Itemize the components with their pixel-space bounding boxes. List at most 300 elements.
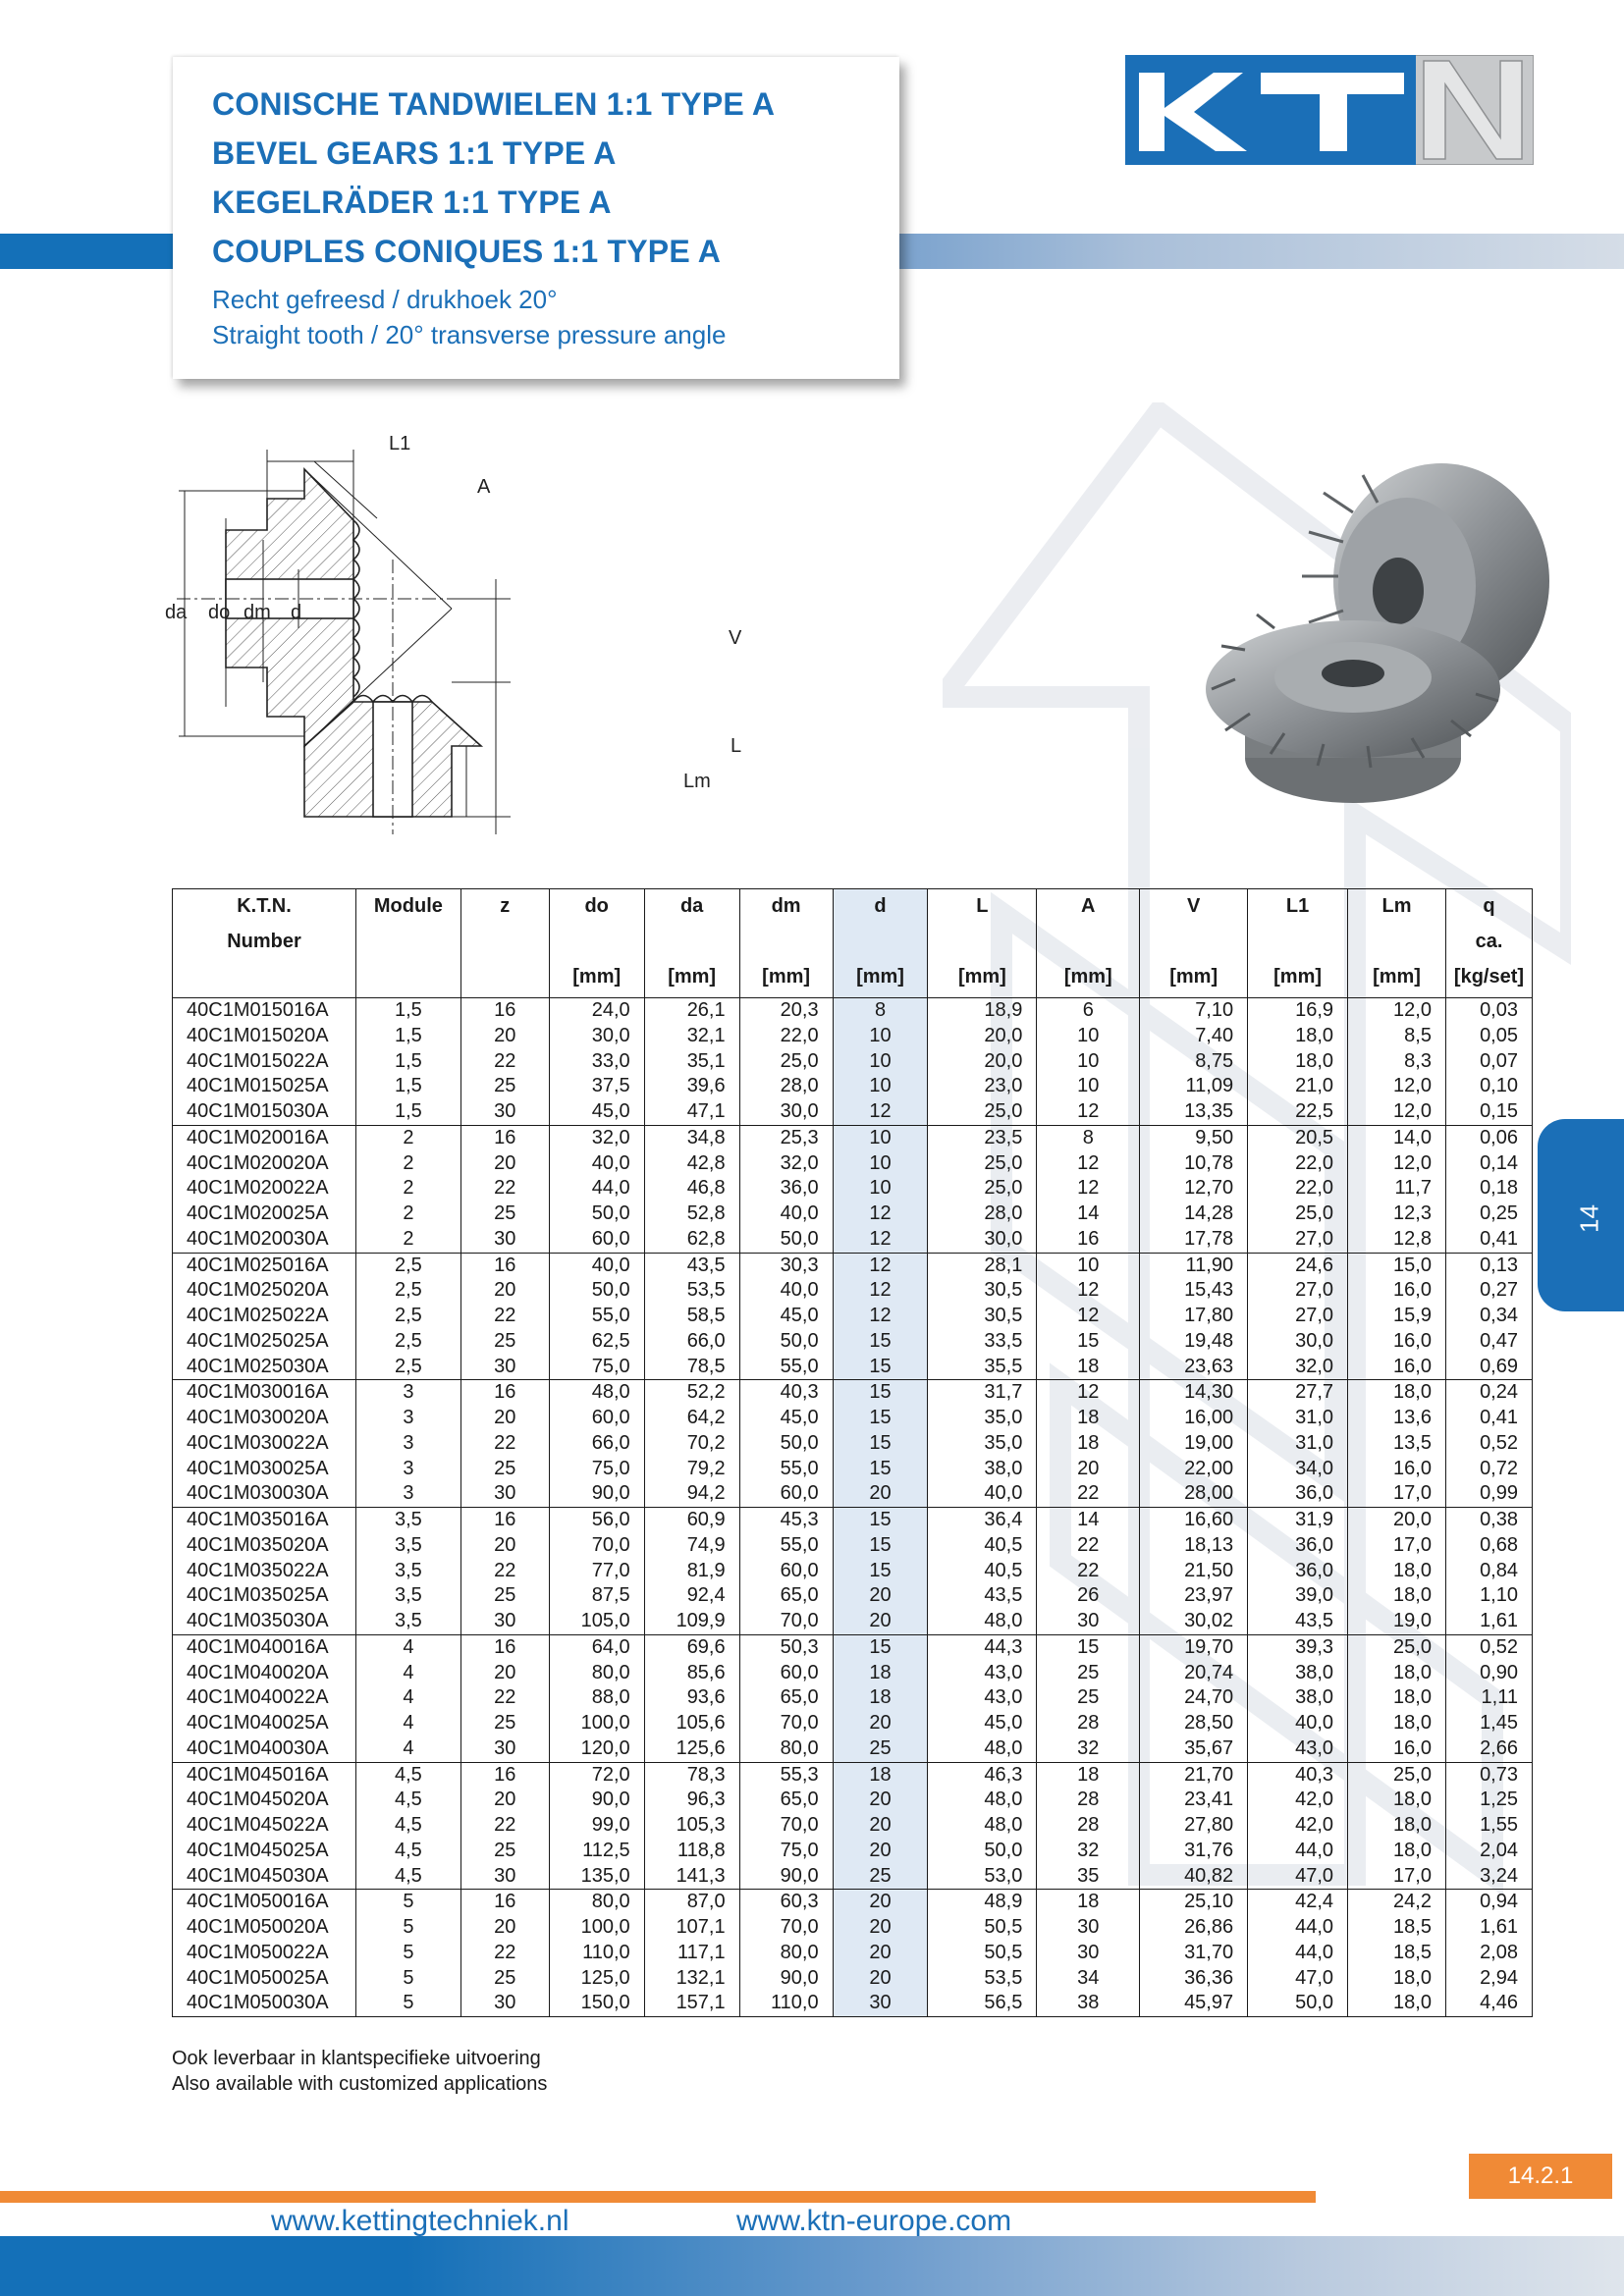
- table-cell: 35,1: [644, 1049, 739, 1075]
- table-cell: 20,0: [928, 1024, 1037, 1049]
- table-cell: 4,5: [355, 1839, 460, 1864]
- label-d: d: [291, 602, 302, 623]
- table-cell: 66,0: [549, 1431, 644, 1457]
- footer-band: [0, 2236, 1624, 2296]
- table-cell: 45,0: [739, 1406, 833, 1431]
- table-cell: 79,2: [644, 1457, 739, 1482]
- ktn-logo: [1125, 55, 1534, 165]
- table-cell: 22: [460, 1685, 549, 1711]
- table-cell: 21,50: [1140, 1559, 1248, 1584]
- table-cell: 18: [833, 1762, 928, 1788]
- table-cell: 6: [1037, 998, 1140, 1024]
- table-cell: 33,5: [928, 1329, 1037, 1355]
- column-header-label: do: [584, 895, 609, 917]
- table-cell: 40C1M050016A: [173, 1890, 356, 1915]
- table-cell: 12: [1037, 1304, 1140, 1329]
- table-cell: 24,6: [1248, 1253, 1348, 1278]
- table-row: [173, 1457, 1533, 1482]
- table-cell: 44,0: [549, 1176, 644, 1201]
- footer-orange-line: [0, 2191, 1316, 2203]
- table-cell: 20: [460, 1278, 549, 1304]
- table-cell: 16,9: [1248, 998, 1348, 1024]
- table-cell: 40C1M020030A: [173, 1227, 356, 1253]
- table-cell: 107,1: [644, 1915, 739, 1941]
- table-cell: 16,0: [1348, 1736, 1446, 1762]
- table-cell: 30: [460, 1736, 549, 1762]
- table-cell: 1,5: [355, 1049, 460, 1075]
- column-header-label: Module: [373, 895, 443, 917]
- table-cell: 15: [833, 1355, 928, 1380]
- table-cell: 48,0: [928, 1736, 1037, 1762]
- table-cell: 2,04: [1445, 1839, 1532, 1864]
- table-cell: 27,0: [1248, 1278, 1348, 1304]
- table-cell: 15: [833, 1406, 928, 1431]
- table-cell: 55,0: [549, 1304, 644, 1329]
- table-cell: 1,61: [1445, 1609, 1532, 1634]
- table-cell: 15: [833, 1380, 928, 1406]
- table-cell: 53,5: [644, 1278, 739, 1304]
- table-cell: 3: [355, 1481, 460, 1507]
- table-cell: 52,2: [644, 1380, 739, 1406]
- table-cell: 12: [1037, 1151, 1140, 1177]
- table-cell: 23,63: [1140, 1355, 1248, 1380]
- table-cell: 40C1M035022A: [173, 1559, 356, 1584]
- table-cell: 31,70: [1140, 1941, 1248, 1966]
- table-cell: 74,9: [644, 1533, 739, 1559]
- table-cell: 22: [460, 1559, 549, 1584]
- table-row: [173, 1176, 1533, 1201]
- table-cell: 40C1M015022A: [173, 1049, 356, 1075]
- table-cell: 0,14: [1445, 1151, 1532, 1177]
- table-cell: 34,0: [1248, 1457, 1348, 1482]
- table-cell: 34: [1037, 1966, 1140, 1992]
- table-cell: 25: [1037, 1661, 1140, 1686]
- table-cell: 2,94: [1445, 1966, 1532, 1992]
- table-cell: 75,0: [739, 1839, 833, 1864]
- table-cell: 80,0: [549, 1890, 644, 1915]
- table-row: [173, 1151, 1533, 1177]
- table-row: [173, 1431, 1533, 1457]
- column-header: [1037, 889, 1140, 998]
- table-cell: 17,78: [1140, 1227, 1248, 1253]
- table-row: [173, 1890, 1533, 1915]
- table-cell: 40C1M040022A: [173, 1685, 356, 1711]
- table-cell: 40C1M025020A: [173, 1278, 356, 1304]
- table-cell: 39,0: [1248, 1583, 1348, 1609]
- table-cell: 3,5: [355, 1508, 460, 1533]
- table-cell: 43,5: [644, 1253, 739, 1278]
- table-row: [173, 1074, 1533, 1099]
- title-de: KEGELRÄDER 1:1 TYPE A: [212, 185, 612, 220]
- table-cell: 40C1M020025A: [173, 1201, 356, 1227]
- table-cell: 16,0: [1348, 1457, 1446, 1482]
- table-row: [173, 1762, 1533, 1788]
- table-cell: 46,8: [644, 1176, 739, 1201]
- table-cell: 1,25: [1445, 1788, 1532, 1813]
- table-cell: 60,0: [549, 1406, 644, 1431]
- table-cell: 14: [1037, 1508, 1140, 1533]
- table-cell: 15: [833, 1329, 928, 1355]
- table-cell: 40C1M050022A: [173, 1941, 356, 1966]
- subtitle-nl: Recht gefreesd / drukhoek 20°: [212, 285, 558, 314]
- table-cell: 48,0: [928, 1788, 1037, 1813]
- table-cell: 112,5: [549, 1839, 644, 1864]
- table-cell: 32: [1037, 1839, 1140, 1864]
- table-cell: 15: [1037, 1634, 1140, 1660]
- table-cell: 64,0: [549, 1634, 644, 1660]
- table-cell: 25,0: [928, 1151, 1037, 1177]
- table-cell: 118,8: [644, 1839, 739, 1864]
- table-cell: 40C1M015030A: [173, 1099, 356, 1125]
- table-row: [173, 1966, 1533, 1992]
- table-cell: 60,0: [549, 1227, 644, 1253]
- table-cell: 1,5: [355, 998, 460, 1024]
- table-cell: 42,8: [644, 1151, 739, 1177]
- table-cell: 0,15: [1445, 1099, 1532, 1125]
- table-cell: 40C1M030030A: [173, 1481, 356, 1507]
- table-cell: 3,5: [355, 1559, 460, 1584]
- table-row: [173, 1304, 1533, 1329]
- table-cell: 43,0: [1248, 1736, 1348, 1762]
- column-header: [1445, 889, 1532, 998]
- table-cell: 15: [833, 1533, 928, 1559]
- table-cell: 44,3: [928, 1634, 1037, 1660]
- table-cell: 40C1M035016A: [173, 1508, 356, 1533]
- table-cell: 2,66: [1445, 1736, 1532, 1762]
- table-cell: 23,0: [928, 1074, 1037, 1099]
- note-en: Also available with customized applications: [172, 2073, 548, 2095]
- table-cell: 40,0: [1248, 1711, 1348, 1736]
- column-header-unit: [mm]: [1169, 966, 1218, 988]
- table-cell: 125,6: [644, 1736, 739, 1762]
- table-cell: 10: [833, 1024, 928, 1049]
- table-cell: 30: [833, 1991, 928, 2016]
- table-cell: 40,0: [739, 1278, 833, 1304]
- table-row: [173, 1125, 1533, 1150]
- table-cell: 12,70: [1140, 1176, 1248, 1201]
- table-row: [173, 1024, 1533, 1049]
- table-cell: 62,5: [549, 1329, 644, 1355]
- table-row: [173, 1533, 1533, 1559]
- table-cell: 87,0: [644, 1890, 739, 1915]
- table-cell: 7,10: [1140, 998, 1248, 1024]
- table-cell: 19,0: [1348, 1609, 1446, 1634]
- column-header-unit: [mm]: [957, 966, 1006, 988]
- column-header-label: L: [976, 895, 989, 917]
- table-cell: 28,00: [1140, 1481, 1248, 1507]
- column-header-label: V: [1186, 895, 1201, 917]
- table-cell: 26: [1037, 1583, 1140, 1609]
- table-cell: 40C1M030022A: [173, 1431, 356, 1457]
- table-cell: 53,0: [928, 1864, 1037, 1890]
- table-cell: 30,5: [928, 1304, 1037, 1329]
- label-a: A: [477, 476, 491, 498]
- table-cell: 0,24: [1445, 1380, 1532, 1406]
- table-cell: 25,10: [1140, 1890, 1248, 1915]
- table-cell: 78,3: [644, 1762, 739, 1788]
- table-cell: 0,73: [1445, 1762, 1532, 1788]
- table-cell: 40C1M050020A: [173, 1915, 356, 1941]
- column-header-unit: [mm]: [1373, 966, 1421, 988]
- table-cell: 4,5: [355, 1813, 460, 1839]
- table-cell: 120,0: [549, 1736, 644, 1762]
- table-cell: 20: [833, 1839, 928, 1864]
- table-cell: 45,0: [739, 1304, 833, 1329]
- table-cell: 25,0: [739, 1049, 833, 1075]
- table-cell: 0,07: [1445, 1049, 1532, 1075]
- table-cell: 40C1M045022A: [173, 1813, 356, 1839]
- table-cell: 16: [460, 1508, 549, 1533]
- table-cell: 16: [460, 1890, 549, 1915]
- table-cell: 12: [1037, 1380, 1140, 1406]
- table-row: [173, 1634, 1533, 1660]
- table-cell: 25: [460, 1457, 549, 1482]
- table-cell: 43,5: [1248, 1609, 1348, 1634]
- table-row: [173, 1609, 1533, 1634]
- table-cell: 10: [1037, 1253, 1140, 1278]
- table-cell: 0,25: [1445, 1201, 1532, 1227]
- table-cell: 21,0: [1248, 1074, 1348, 1099]
- table-cell: 28,0: [928, 1201, 1037, 1227]
- table-row: [173, 1711, 1533, 1736]
- table-cell: 10: [833, 1049, 928, 1075]
- table-cell: 80,0: [739, 1736, 833, 1762]
- table-cell: 18,0: [1348, 1813, 1446, 1839]
- table-cell: 17,0: [1348, 1864, 1446, 1890]
- table-cell: 19,00: [1140, 1431, 1248, 1457]
- title-en: BEVEL GEARS 1:1 TYPE A: [212, 135, 617, 171]
- section-tab[interactable]: [1538, 1119, 1624, 1311]
- column-header-unit: [mm]: [1273, 966, 1323, 988]
- table-cell: 16: [460, 1125, 549, 1150]
- table-cell: 31,76: [1140, 1839, 1248, 1864]
- table-cell: 20: [833, 1966, 928, 1992]
- table-cell: 20,0: [1348, 1508, 1446, 1533]
- table-cell: 3: [355, 1380, 460, 1406]
- table-cell: 27,80: [1140, 1813, 1248, 1839]
- table-cell: 11,09: [1140, 1074, 1248, 1099]
- table-cell: 75,0: [549, 1457, 644, 1482]
- table-cell: 12,3: [1348, 1201, 1446, 1227]
- table-cell: 1,5: [355, 1074, 460, 1099]
- table-cell: 32,1: [644, 1024, 739, 1049]
- title-fr: COUPLES CONIQUES 1:1 TYPE A: [212, 234, 722, 269]
- table-cell: 18,0: [1248, 1024, 1348, 1049]
- table-cell: 1,45: [1445, 1711, 1532, 1736]
- table-cell: 12,0: [1348, 1099, 1446, 1125]
- table-cell: 40C1M020020A: [173, 1151, 356, 1177]
- table-cell: 16: [460, 998, 549, 1024]
- table-cell: 70,0: [549, 1533, 644, 1559]
- table-cell: 40,0: [928, 1481, 1037, 1507]
- column-header-label: da: [679, 895, 704, 917]
- table-cell: 22,0: [1248, 1151, 1348, 1177]
- column-header: [739, 889, 833, 998]
- table-cell: 16: [1037, 1227, 1140, 1253]
- table-row: [173, 1329, 1533, 1355]
- table-cell: 65,0: [739, 1583, 833, 1609]
- table-cell: 40C1M025030A: [173, 1355, 356, 1380]
- table-row: [173, 1049, 1533, 1075]
- table-cell: 18,0: [1348, 1788, 1446, 1813]
- table-cell: 12,8: [1348, 1227, 1446, 1253]
- table-cell: 0,18: [1445, 1176, 1532, 1201]
- table-cell: 24,0: [549, 998, 644, 1024]
- table-cell: 20,3: [739, 998, 833, 1024]
- table-row: [173, 1380, 1533, 1406]
- footer-link-kettingtechniek[interactable]: www.kettingtechniek.nl: [271, 2205, 569, 2237]
- table-cell: 28,0: [739, 1074, 833, 1099]
- table-cell: 18,0: [1348, 1711, 1446, 1736]
- table-cell: 4: [355, 1634, 460, 1660]
- table-cell: 36,0: [1248, 1481, 1348, 1507]
- table-cell: 5: [355, 1915, 460, 1941]
- table-cell: 18,0: [1248, 1049, 1348, 1075]
- label-l1: L1: [389, 433, 411, 454]
- table-cell: 18: [1037, 1406, 1140, 1431]
- table-cell: 30: [460, 1991, 549, 2016]
- table-cell: 40C1M020016A: [173, 1125, 356, 1150]
- table-cell: 25,0: [928, 1099, 1037, 1125]
- table-cell: 37,5: [549, 1074, 644, 1099]
- table-cell: 23,97: [1140, 1583, 1248, 1609]
- table-cell: 18: [1037, 1890, 1140, 1915]
- table-cell: 70,0: [739, 1915, 833, 1941]
- table-cell: 40C1M035025A: [173, 1583, 356, 1609]
- table-cell: 40C1M030016A: [173, 1380, 356, 1406]
- table-cell: 0,34: [1445, 1304, 1532, 1329]
- table-cell: 25: [460, 1711, 549, 1736]
- table-cell: 40C1M030020A: [173, 1406, 356, 1431]
- table-cell: 43,5: [928, 1583, 1037, 1609]
- table-cell: 25,0: [928, 1176, 1037, 1201]
- table-cell: 16,60: [1140, 1508, 1248, 1533]
- table-cell: 0,47: [1445, 1329, 1532, 1355]
- table-cell: 25: [460, 1583, 549, 1609]
- table-cell: 88,0: [549, 1685, 644, 1711]
- table-cell: 40,0: [549, 1253, 644, 1278]
- column-header: [1140, 889, 1248, 998]
- subtitle-en: Straight tooth / 20° transverse pressure angle: [212, 320, 727, 349]
- label-v: V: [729, 627, 742, 649]
- table-cell: 3,5: [355, 1533, 460, 1559]
- table-cell: 28: [1037, 1711, 1140, 1736]
- table-cell: 12: [833, 1304, 928, 1329]
- table-cell: 2: [355, 1125, 460, 1150]
- table-cell: 28,1: [928, 1253, 1037, 1278]
- table-cell: 47,0: [1248, 1966, 1348, 1992]
- table-cell: 2: [355, 1176, 460, 1201]
- table-cell: 18: [833, 1661, 928, 1686]
- table-cell: 20: [460, 1661, 549, 1686]
- table-cell: 28: [1037, 1788, 1140, 1813]
- table-cell: 0,05: [1445, 1024, 1532, 1049]
- table-cell: 40,82: [1140, 1864, 1248, 1890]
- bevel-gears-photo: [1206, 454, 1559, 846]
- section-tab-label: 14: [1574, 1204, 1604, 1233]
- table-cell: 99,0: [549, 1813, 644, 1839]
- table-cell: 20: [460, 1151, 549, 1177]
- table-cell: 26,86: [1140, 1915, 1248, 1941]
- table-cell: 105,0: [549, 1609, 644, 1634]
- column-header-sublabel: Number: [227, 931, 301, 952]
- table-cell: 40C1M040030A: [173, 1736, 356, 1762]
- table-cell: 1,61: [1445, 1915, 1532, 1941]
- table-cell: 12,0: [1348, 1151, 1446, 1177]
- table-cell: 13,35: [1140, 1099, 1248, 1125]
- table-cell: 36,36: [1140, 1966, 1248, 1992]
- table-cell: 36,0: [739, 1176, 833, 1201]
- table-cell: 20,5: [1248, 1125, 1348, 1150]
- table-cell: 15,43: [1140, 1278, 1248, 1304]
- table-cell: 30: [460, 1355, 549, 1380]
- table-cell: 40,0: [739, 1201, 833, 1227]
- table-cell: 22: [460, 1304, 549, 1329]
- table-cell: 31,0: [1248, 1431, 1348, 1457]
- label-do: do: [208, 602, 231, 623]
- table-cell: 17,80: [1140, 1304, 1248, 1329]
- table-cell: 135,0: [549, 1864, 644, 1890]
- table-cell: 19,48: [1140, 1329, 1248, 1355]
- table-cell: 42,0: [1248, 1788, 1348, 1813]
- table-cell: 30: [460, 1481, 549, 1507]
- table-cell: 69,6: [644, 1634, 739, 1660]
- technical-drawing: [157, 422, 766, 854]
- table-row: [173, 1685, 1533, 1711]
- table-cell: 30: [460, 1099, 549, 1125]
- table-cell: 110,0: [739, 1991, 833, 2016]
- table-cell: 70,2: [644, 1431, 739, 1457]
- table-cell: 100,0: [549, 1711, 644, 1736]
- table-cell: 24,2: [1348, 1890, 1446, 1915]
- table-cell: 38,0: [928, 1457, 1037, 1482]
- table-cell: 0,90: [1445, 1661, 1532, 1686]
- table-cell: 40C1M050025A: [173, 1966, 356, 1992]
- table-cell: 80,0: [549, 1661, 644, 1686]
- table-cell: 2,5: [355, 1329, 460, 1355]
- note-nl: Ook leverbaar in klantspecifieke uitvoering: [172, 2048, 541, 2069]
- table-cell: 15: [833, 1457, 928, 1482]
- table-cell: 15: [1037, 1329, 1140, 1355]
- table-cell: 65,0: [739, 1685, 833, 1711]
- table-cell: 26,1: [644, 998, 739, 1024]
- table-cell: 4: [355, 1736, 460, 1762]
- table-cell: 36,4: [928, 1508, 1037, 1533]
- table-cell: 22,00: [1140, 1457, 1248, 1482]
- table-row: [173, 1864, 1533, 1890]
- column-header-label: L1: [1285, 895, 1310, 917]
- table-cell: 56,5: [928, 1991, 1037, 2016]
- table-cell: 18,5: [1348, 1941, 1446, 1966]
- table-cell: 10: [1037, 1074, 1140, 1099]
- table-cell: 1,10: [1445, 1583, 1532, 1609]
- table-cell: 25: [833, 1736, 928, 1762]
- table-cell: 44,0: [1248, 1941, 1348, 1966]
- table-cell: 40C1M045025A: [173, 1839, 356, 1864]
- table-cell: 10: [833, 1125, 928, 1150]
- column-header: [460, 889, 549, 998]
- table-cell: 46,3: [928, 1762, 1037, 1788]
- footer-link-ktn-europe[interactable]: www.ktn-europe.com: [736, 2205, 1012, 2237]
- table-cell: 90,0: [549, 1481, 644, 1507]
- table-cell: 27,7: [1248, 1380, 1348, 1406]
- page-number: 14.2.1: [1469, 2154, 1612, 2199]
- table-row: [173, 1355, 1533, 1380]
- table-cell: 25: [460, 1201, 549, 1227]
- table-cell: 30,0: [928, 1227, 1037, 1253]
- table-cell: 13,6: [1348, 1406, 1446, 1431]
- table-cell: 3: [355, 1431, 460, 1457]
